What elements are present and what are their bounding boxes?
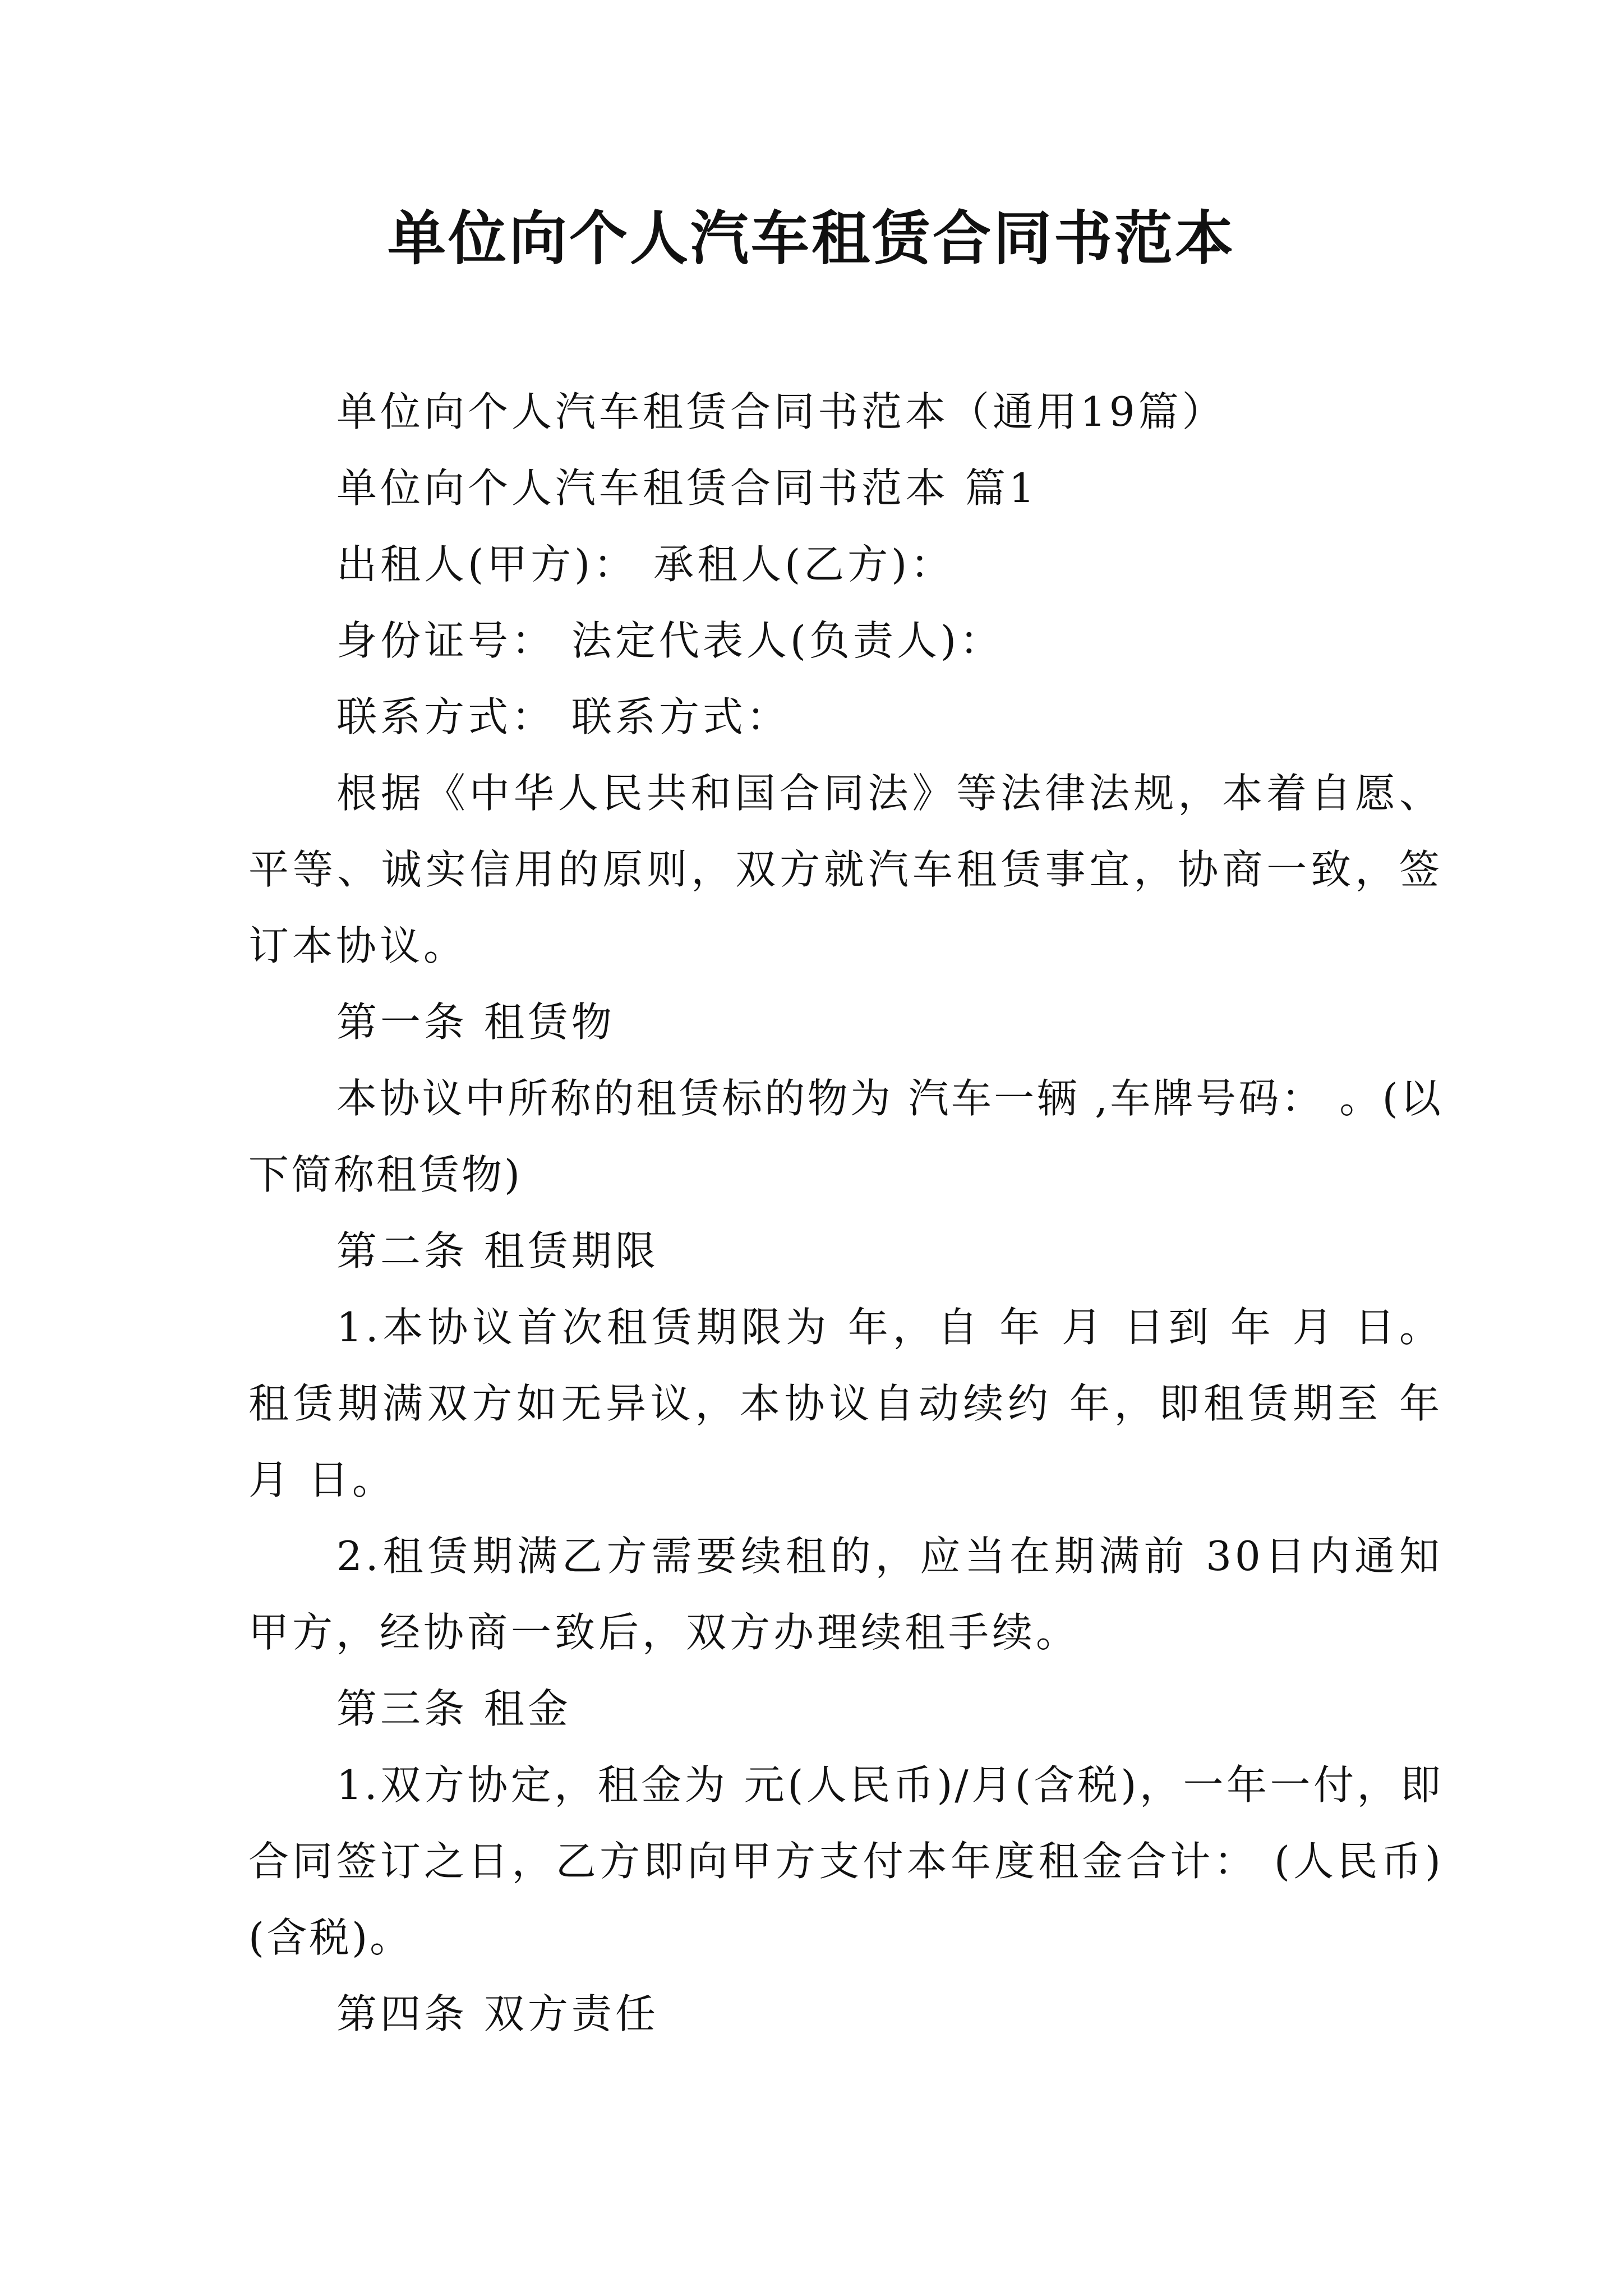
party-line: 出租人(甲方)： 承租人(乙方)：	[336, 541, 955, 588]
article-heading: 第一条 租赁物	[336, 999, 615, 1046]
article-paragraph: 本协议中所称的租赁标的物为 汽车一辆 ,车牌号码： 。(以下简称租赁物)	[248, 1075, 1443, 1198]
article-paragraph: 2.租赁期满乙方需要续租的，应当在期满前 30日内通知甲方，经协商一致后，双方办理续租手续。	[248, 1533, 1443, 1656]
id-line: 身份证号： 法定代表人(负责人)：	[336, 617, 1004, 664]
section-heading: 单位向个人汽车租赁合同书范本 篇1	[336, 464, 1038, 512]
article-heading: 第四条 双方责任	[336, 1990, 659, 2037]
preamble-paragraph: 根据《中华人民共和国合同法》等法律法规，本着自愿、平等、诚实信用的原则，双方就汽车租赁事宜，协商一致，签订本协议。	[248, 770, 1443, 969]
article-paragraph: 1.双方协定，租金为 元(人民币)/月(含税)，一年一付，即合同签订之日，乙方即向甲方支付本年度租金合计： (人民币)(含税)。	[248, 1761, 1443, 1961]
article-heading: 第三条 租金	[336, 1685, 571, 1732]
document-title: 单位向个人汽车租赁合同书范本	[387, 204, 1235, 273]
subtitle-line: 单位向个人汽车租赁合同书范本（通用19篇）	[336, 388, 1226, 435]
document-body	[248, 374, 1443, 2052]
contact-line: 联系方式： 联系方式：	[336, 693, 790, 740]
article-paragraph: 1.本协议首次租赁期限为 年，自 年 月 日到 年 月 日。租赁期满双方如无异议，本协议自动续约 年，即租赁期至 年 月 日。	[248, 1304, 1443, 1503]
article-heading: 第二条 租赁期限	[336, 1227, 659, 1274]
